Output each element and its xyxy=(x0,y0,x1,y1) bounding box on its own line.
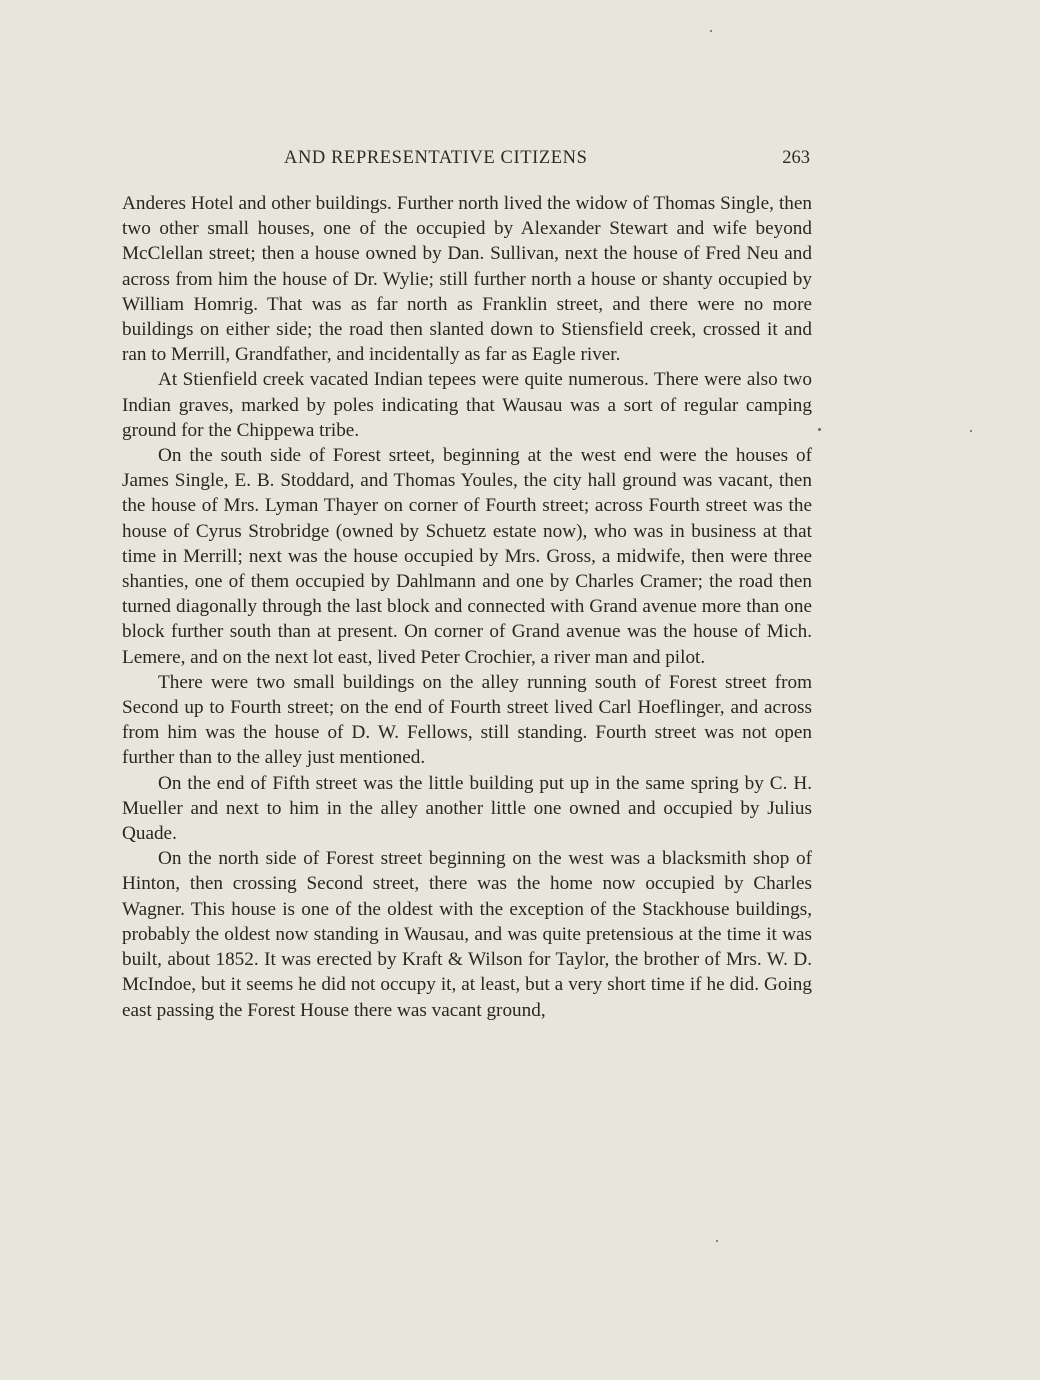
page-body xyxy=(122,191,812,1023)
paragraph: On the end of Fifth street was the little building put up in the same spring by C. H. Mueller and next to him in the alley another little one owned and occupied by Julius Quade. xyxy=(122,772,812,845)
paper-speck xyxy=(716,1240,718,1242)
paragraph: At Stienfield creek vacated Indian tepees were quite numerous. There were also two Indian graves, marked by poles indicating that Wausau was a sort of regular camping ground for the Chippewa tribe. xyxy=(122,369,812,441)
paragraph: There were two small buildings on the alley running south of Forest street from Second up to Fourth street; on the end of Fourth street lived Carl Hoeflinger, and across from him was the house of D. W. Fellows, still standing. Fourth street was not open further than to the alley just mentioned. xyxy=(122,671,812,769)
page-number: 263 xyxy=(782,148,810,168)
paper-speck xyxy=(818,428,821,431)
page-header xyxy=(122,148,812,172)
paper-speck xyxy=(970,430,972,432)
paragraph: On the north side of Forest street beginning on the west was a blacksmith shop of Hinton, then crossing Second street, there was the home now occupied by Charles Wagner. This house is one of the oldest with the exception of the Stackhouse buildings, probably the oldest now standing in Wausau, and was quite pretensious at the time it was built, about 1852. It was erected by Kraft & Wilson for Taylor, the brother of Mrs. W. D. McIndoe, but it seems he did not occupy it, at least, but a very short time if he did. Going east passing the Forest House there was vacant ground, xyxy=(122,848,812,1021)
paragraph: On the south side of Forest srteet, beginning at the west end were the houses of James Single, E. B. Stoddard, and Thomas Youles, the city hall ground was vacant, then the house of Mrs. Lyman Thayer on corner of Fourth street; across Fourth street was the house of Cyrus Strobridge (owned by Schuetz estate now), who was in business at that time in Merrill; next was the house occupied by Mrs. Gross, a midwife, then were three shanties, one of them occupied by Dahlmann and one by Charles Cramer; the road then turned diagonally through the last block and connected with Grand avenue more than one block further south than at present. On corner of Grand avenue was the house of Mich. Lemere, and on the next lot east, lived Peter Crochier, a river man and pilot. xyxy=(122,445,812,668)
paragraph: Anderes Hotel and other buildings. Further north lived the widow of Thomas Single, then two other small houses, one of the occupied by Alexander Stewart and wife beyond McClellan street; then a house owned by Dan. Sullivan, next the house of Fred Neu and across from him the house of Dr. Wylie; still further north a house or shanty occupied by William Homrig. That was as far north as Franklin street, and there were no more buildings on either side; the road then slanted down to Stiensfield creek, crossed it and ran to Merrill, Grandfather, and incidentally as far as Eagle river. xyxy=(122,193,812,366)
running-head: AND REPRESENTATIVE CITIZENS xyxy=(284,148,588,168)
paper-speck xyxy=(710,30,712,32)
